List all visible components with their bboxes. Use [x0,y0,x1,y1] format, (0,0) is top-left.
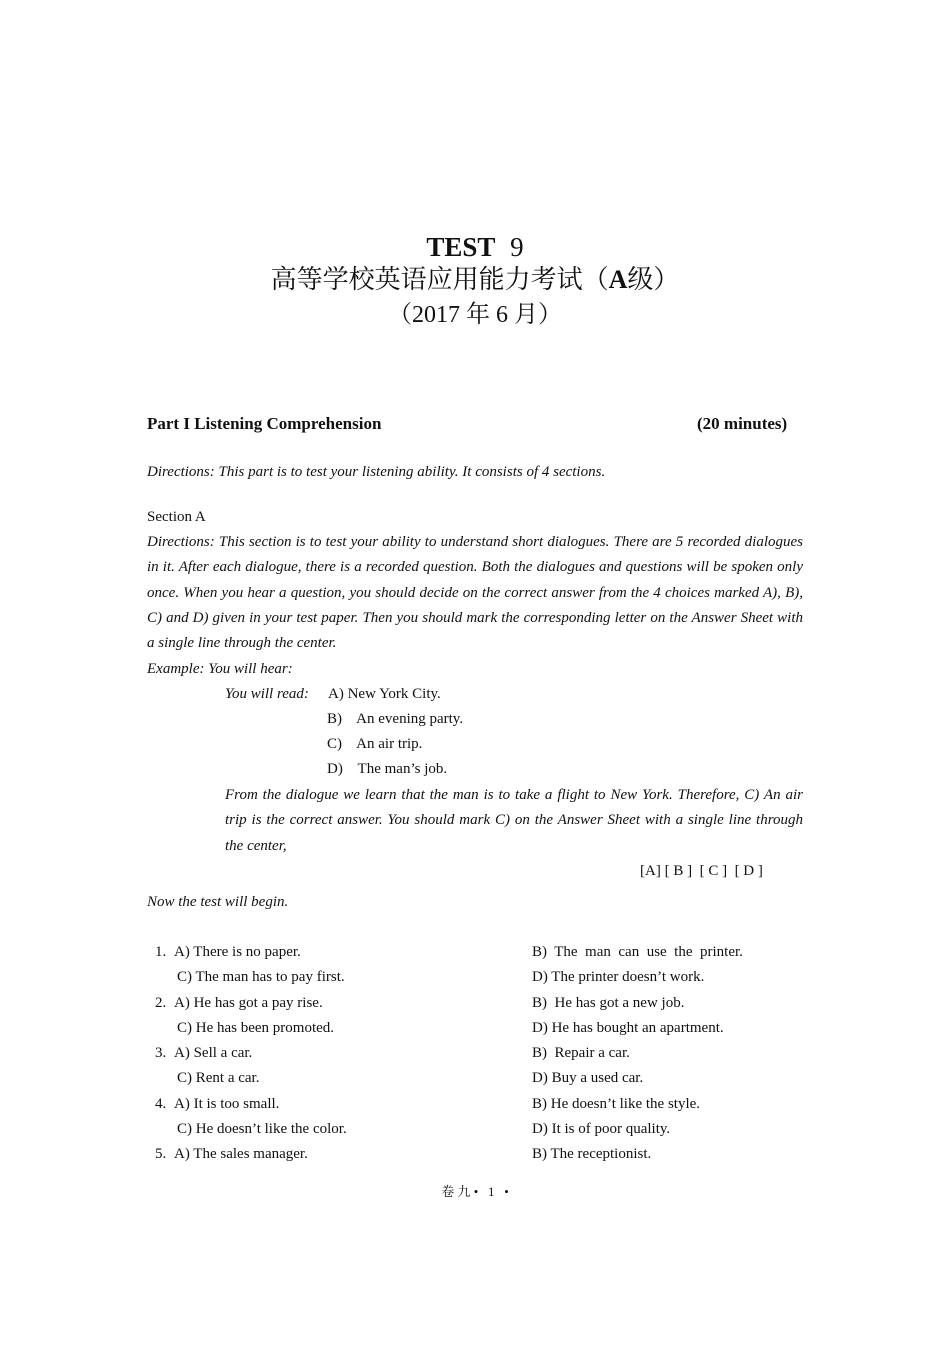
example-hear: Example: You will hear: [147,661,293,677]
question-option-b: B) Repair a car. [532,1045,630,1061]
question-number: 2. [155,995,167,1011]
question-number: 5. [155,1146,167,1162]
section-label: Section A [147,509,206,525]
question-option-d: D) The printer doesn’t work. [532,969,705,985]
page-number: 卷 九 • 1 • [441,1184,509,1199]
example-read: You will read: [225,686,309,702]
exam-title-level: A [608,265,628,294]
section-directions: Directions: This section is to test your ability to understand short dialogues. There are 5 recorded dialogues in it. After each dialogue, there is a recorded question. Both the dialogues and questions will be spoken only once. When you hear a question, you should decide on the correct answer from the 4 choices marked A), B), C) and D) given in your test paper. Then you should mark the corresponding letter on the Answer Sheet with a single line through the center. [147,534,803,652]
question-option-c: C) The man has to pay first. [177,969,345,985]
question-option-a: A) He has got a pay rise. [174,995,323,1011]
question-option-b: B) The receptionist. [532,1146,652,1162]
test-number: 9 [510,232,524,262]
part-time: (20 minutes) [697,414,788,433]
part-title: Part I Listening Comprehension [147,414,382,433]
exam-title [0,263,950,297]
question-option-d: D) He has bought an apartment. [532,1020,724,1036]
test-label: TEST [426,232,496,262]
example-option: A) New York City. [328,686,441,702]
answer-marks: [A] [ B ] [ C ] [ D ] [640,863,763,879]
question-option-c: C) He doesn’t like the color. [177,1121,347,1137]
example-option: D) The man’s job. [327,761,448,777]
exam-title-pre: 高等学校英语应用能力考试（ [270,265,609,294]
question-number: 1. [155,944,167,960]
question-option-a: A) It is too small. [174,1096,280,1112]
test-title [0,230,950,264]
question-option-d: D) Buy a used car. [532,1070,644,1086]
example-explanation: From the dialogue we learn that the man is to take a flight to New York. Therefore, C) An air trip is the correct answer. You should mark C) on the Answer Sheet with a single line through the center, [225,787,803,854]
question-option-b: B) He has got a new job. [532,995,685,1011]
example-option: C) An air trip. [327,736,423,752]
question-number: 3. [155,1045,167,1061]
question-option-d: D) It is of poor quality. [532,1121,671,1137]
question-option-c: C) He has been promoted. [177,1020,335,1036]
example-option: B) An evening party. [327,711,464,727]
question-option-a: A) The sales manager. [174,1146,308,1162]
question-option-a: A) Sell a car. [174,1045,253,1061]
test-begin: Now the test will begin. [147,894,289,910]
question-option-a: A) There is no paper. [174,944,301,960]
exam-title-post: 级） [627,265,680,294]
question-option-c: C) Rent a car. [177,1070,260,1086]
exam-date: （2017 年 6 月） [388,302,562,328]
question-number: 4. [155,1096,167,1112]
question-option-b: B) The man can use the printer. [532,944,743,960]
question-option-b: B) He doesn’t like the style. [532,1096,701,1112]
part-directions: Directions: This part is to test your listening ability. It consists of 4 sections. [147,464,606,480]
